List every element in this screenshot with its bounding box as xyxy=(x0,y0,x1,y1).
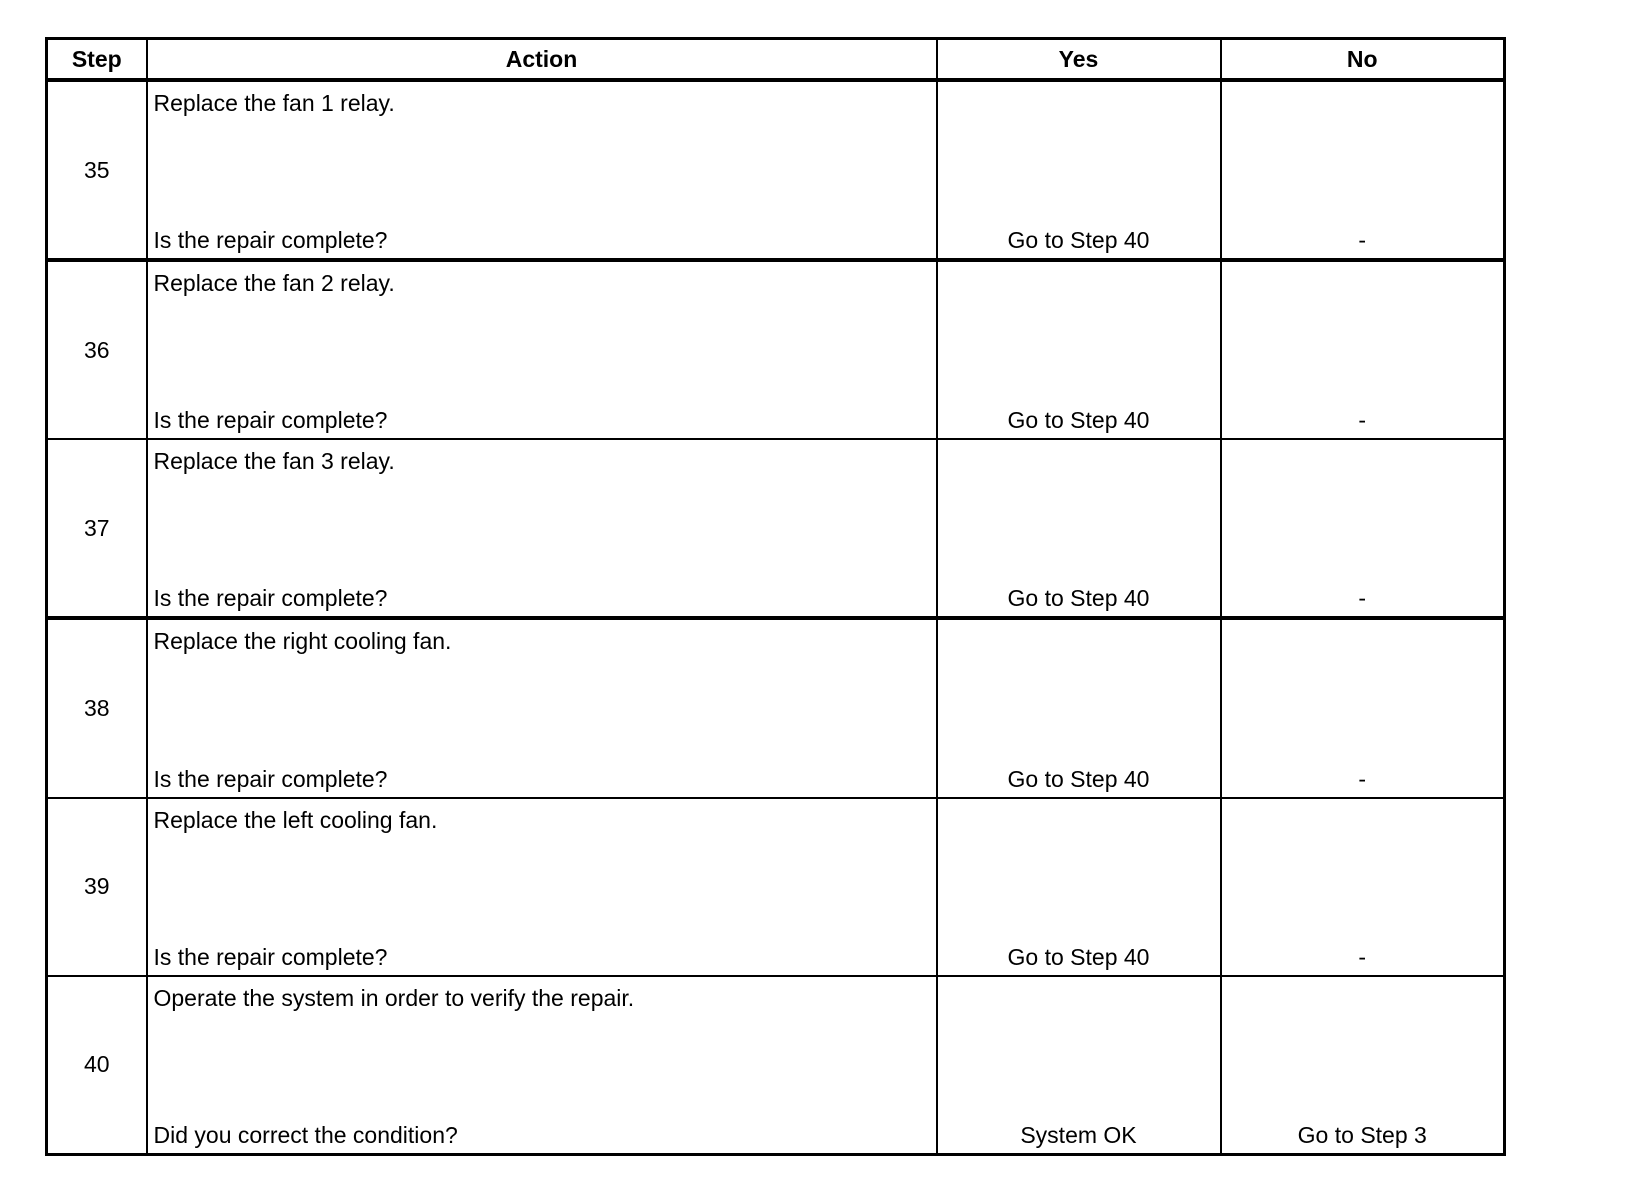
action-text: Replace the fan 2 relay. xyxy=(153,270,395,297)
action-text: Replace the left cooling fan. xyxy=(153,806,438,833)
yes-result: Go to Step 40 xyxy=(1007,227,1150,254)
yes-cell xyxy=(937,260,1221,439)
no-result: - xyxy=(1358,407,1367,434)
step-number: 35 xyxy=(47,80,147,260)
no-cell xyxy=(1221,260,1505,439)
table-row xyxy=(47,798,1505,976)
action-text: Operate the system in order to verify the repair. xyxy=(153,984,635,1011)
no-result: - xyxy=(1358,585,1367,612)
table-header xyxy=(47,39,1505,81)
table-row xyxy=(47,618,1505,797)
yes-cell xyxy=(937,798,1221,976)
action-cell xyxy=(147,80,937,260)
action-cell xyxy=(147,439,937,618)
yes-result: System OK xyxy=(1020,1122,1137,1148)
table-row xyxy=(47,260,1505,439)
no-cell xyxy=(1221,80,1505,260)
yes-cell xyxy=(937,976,1221,1155)
action-cell xyxy=(147,976,937,1155)
question-text: Is the repair complete? xyxy=(153,943,388,970)
question-text: Is the repair complete? xyxy=(153,765,388,792)
diagnostic-table xyxy=(45,37,1506,1156)
yes-cell xyxy=(937,618,1221,797)
table-body xyxy=(47,80,1505,1155)
table-row xyxy=(47,439,1505,618)
action-text: Replace the fan 3 relay. xyxy=(153,448,395,475)
step-number: 39 xyxy=(47,798,147,976)
header-step: Step xyxy=(47,39,147,81)
action-cell xyxy=(147,618,937,797)
header-no: No xyxy=(1221,39,1505,81)
table-row xyxy=(47,976,1505,1155)
action-cell xyxy=(147,798,937,976)
step-number: 38 xyxy=(47,618,147,797)
table-row xyxy=(47,80,1505,260)
yes-result: Go to Step 40 xyxy=(1007,765,1150,792)
no-result: - xyxy=(1358,765,1367,792)
yes-cell xyxy=(937,80,1221,260)
yes-result: Go to Step 40 xyxy=(1007,585,1150,612)
header-row xyxy=(47,39,1505,81)
step-number: 37 xyxy=(47,439,147,618)
question-text: Is the repair complete? xyxy=(153,227,388,254)
action-text: Replace the fan 1 relay. xyxy=(153,90,395,116)
yes-cell xyxy=(937,439,1221,618)
no-result: Go to Step 3 xyxy=(1297,1122,1427,1148)
question-text: Is the repair complete? xyxy=(153,407,388,434)
yes-result: Go to Step 40 xyxy=(1007,407,1150,434)
action-text: Replace the right cooling fan. xyxy=(153,628,452,655)
yes-result: Go to Step 40 xyxy=(1007,943,1150,970)
no-cell xyxy=(1221,976,1505,1155)
step-number: 36 xyxy=(47,260,147,439)
no-cell xyxy=(1221,618,1505,797)
header-yes: Yes xyxy=(937,39,1221,81)
no-cell xyxy=(1221,439,1505,618)
step-number: 40 xyxy=(47,976,147,1155)
header-action: Action xyxy=(147,39,937,81)
no-cell xyxy=(1221,798,1505,976)
no-result: - xyxy=(1358,227,1367,254)
question-text: Did you correct the condition? xyxy=(153,1122,458,1148)
question-text: Is the repair complete? xyxy=(153,585,388,612)
no-result: - xyxy=(1358,943,1367,970)
action-cell xyxy=(147,260,937,439)
